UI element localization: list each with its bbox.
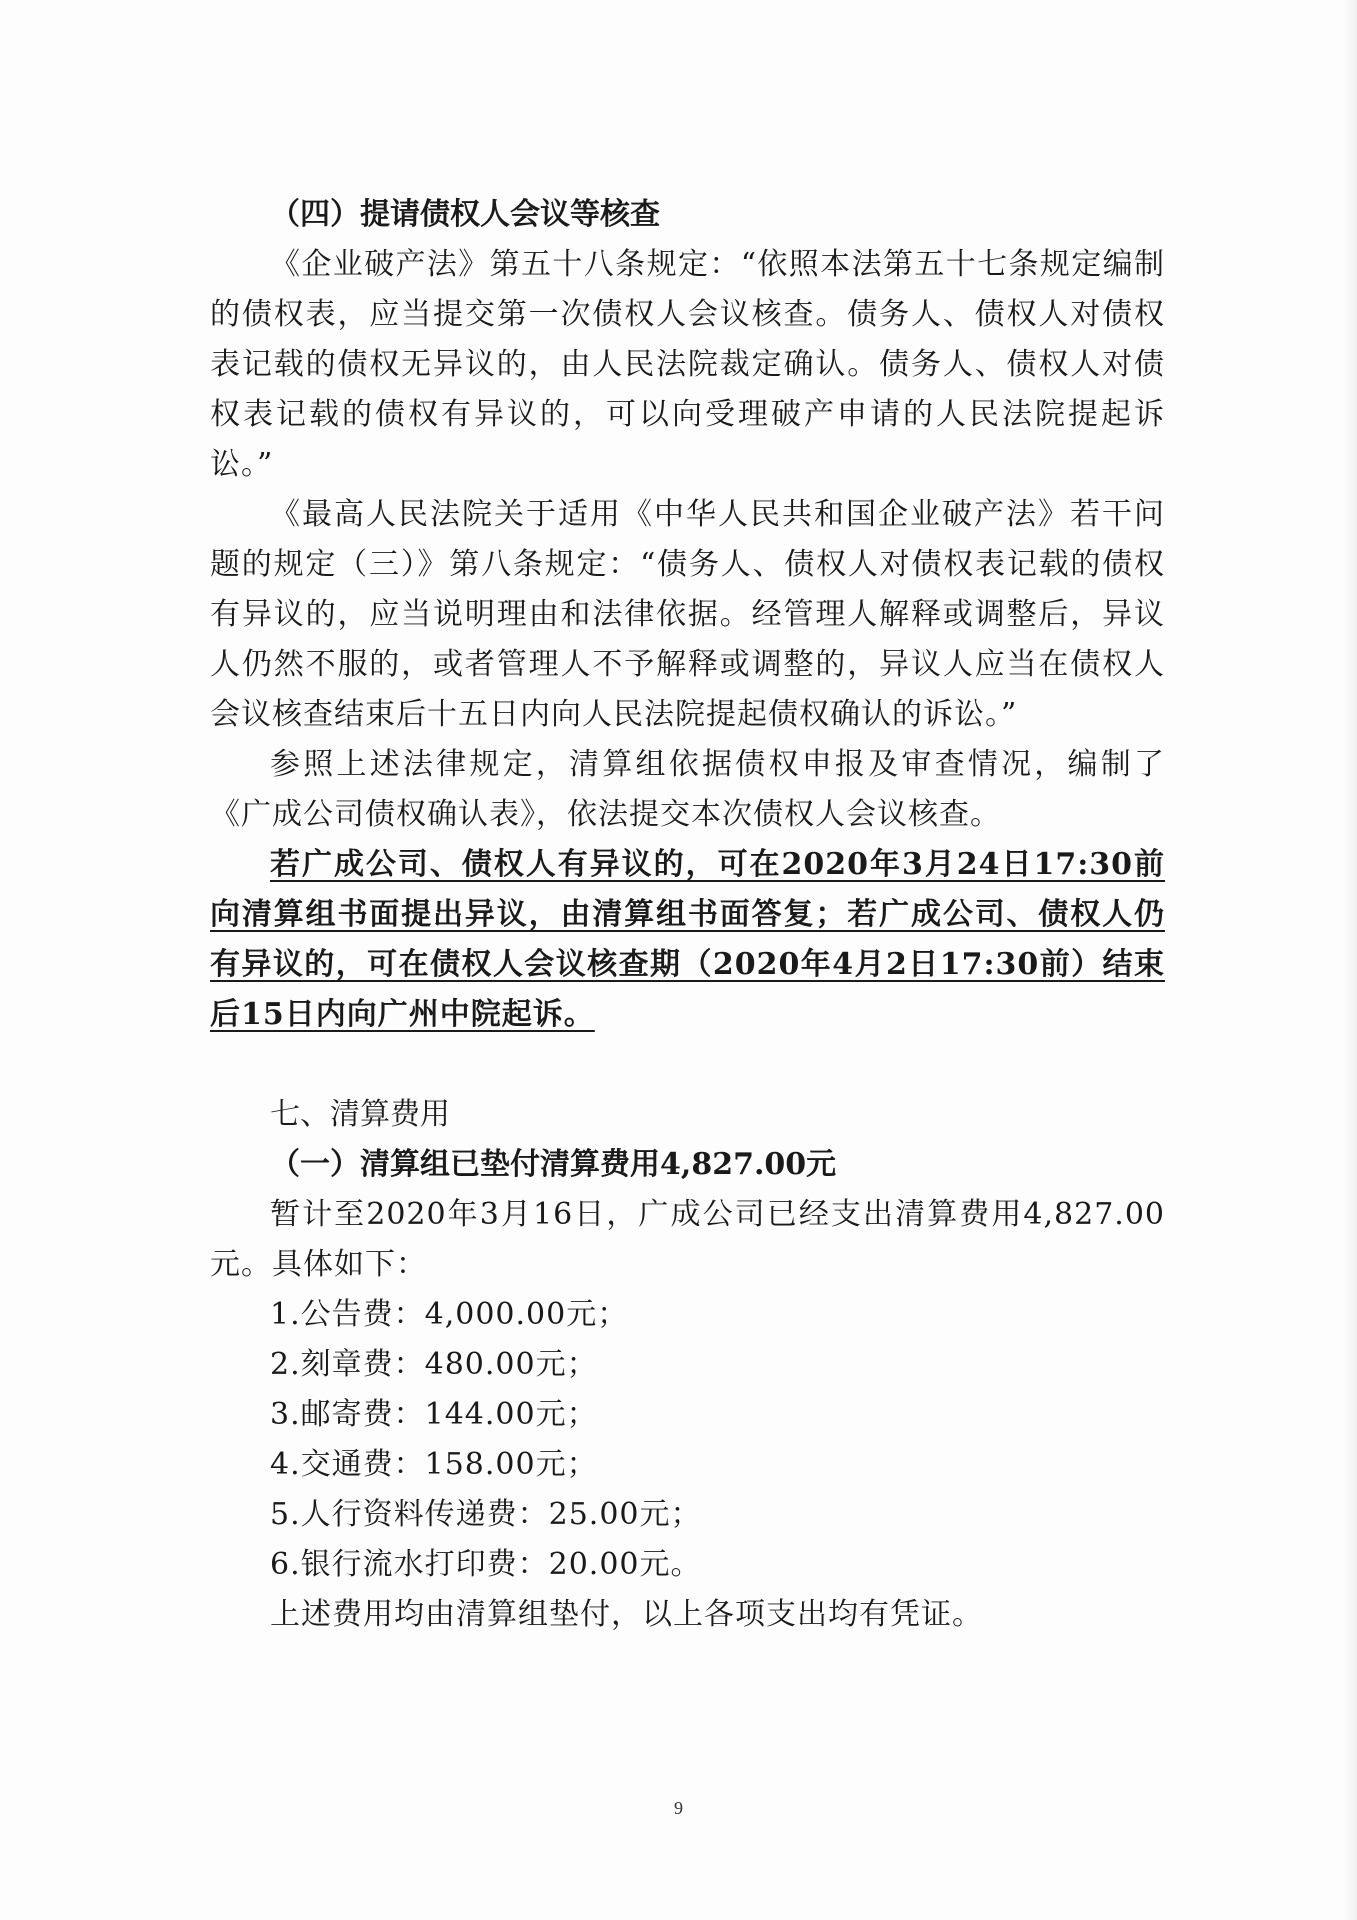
paragraph-bankruptcy-law-article-58: 《企业破产法》第五十八条规定：“依照本法第五十七条规定编制的债权表，应当提交第一次债权人会议核查。债务人、债权人对债权表记载的债权无异议的，由人民法院裁定确认。债务人、债权人对债权表记载的债权有异议的，可以向受理破产申请的人民法院提起诉讼。” — [210, 247, 1165, 482]
scan-edge-shadow — [1343, 0, 1357, 1920]
paragraph-objection-deadline: 若广成公司、债权人有异议的，可在2020年3月24日17:30前向清算组书面提出异议，由清算组书面答复；若广成公司、债权人仍有异议的，可在债权人会议核查期（2020年4月2日17:30前）结束后15日内向广州中院起诉。 — [210, 847, 1165, 1032]
paragraph-objection-deadline-wrapper — [210, 840, 1165, 1040]
expenses-intro: 暂计至2020年3月16日，广成公司已经支出清算费用4,827.00元。具体如下： — [210, 1197, 1165, 1282]
expense-item: 1.公告费：4,000.00元； — [270, 1297, 629, 1332]
section-gap — [210, 1040, 1165, 1090]
document-body — [210, 190, 1165, 1640]
paragraph-supreme-court-provision: 《最高人民法院关于适用《中华人民共和国企业破产法》若干问题的规定（三）》第八条规定：“债务人、债权人对债权表记载的债权有异议的，应当说明理由和法律依据。经管理人解释或调整后，异议人仍然不服的，或者管理人不予解释或调整的，异议人应当在债权人会议核查结束后十五日内向人民法院提起债权确认的诉讼。” — [210, 497, 1165, 732]
expense-item: 3.邮寄费：144.00元； — [270, 1397, 598, 1432]
paragraph-review-submission: 参照上述法律规定，清算组依据债权申报及审查情况，编制了《广成公司债权确认表》，依法提交本次债权人会议核查。 — [210, 747, 1165, 832]
section-7-subheading: （一）清算组已垫付清算费用4,827.00元 — [270, 1147, 837, 1182]
expenses-closing: 上述费用均由清算组垫付，以上各项支出均有凭证。 — [270, 1597, 983, 1632]
expense-item: 2.刻章费：480.00元； — [270, 1347, 598, 1382]
section-7-heading: 七、清算费用 — [270, 1097, 450, 1132]
section-4-heading: （四）提请债权人会议等核查 — [270, 197, 660, 232]
expense-item: 4.交通费：158.00元； — [270, 1447, 598, 1482]
expense-item: 6.银行流水打印费：20.00元。 — [270, 1547, 702, 1582]
expense-item: 5.人行资料传递费：25.00元； — [270, 1497, 702, 1532]
page-number: 9 — [674, 1798, 683, 1818]
